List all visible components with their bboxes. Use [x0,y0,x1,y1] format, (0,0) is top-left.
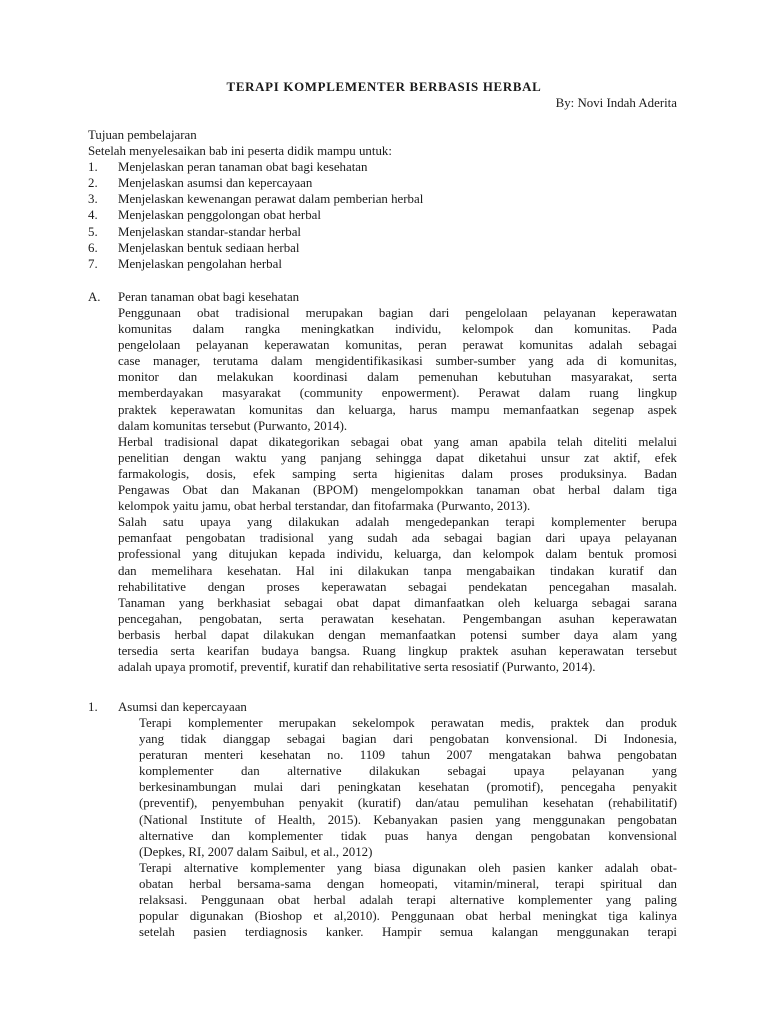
objective-item [88,207,677,223]
objective-number: 3. [88,192,98,207]
objectives-section [88,127,677,272]
text-line: Terapi alternative komplementer yang biasa digunakan oleh pasien kanker adalah obat- [139,860,677,875]
objective-text: Menjelaskan pengolahan herbal [118,256,282,271]
objective-item [88,240,677,256]
text-line: berkesinambungan mulai dari peningkatan kesehatan (promotif), pencegaha penyakit [139,780,677,795]
objective-item [88,191,677,207]
section-1-heading-row [88,699,677,715]
text-line: Tanaman yang berkhasiat sebagai obat dapat dimanfaatkan oleh keluarga sebagai sarana [118,595,677,610]
objective-number: 7. [88,256,98,271]
section-a-number: A. [88,290,101,304]
objectives-list [88,159,677,272]
objective-number: 4. [88,208,98,223]
text-line: Pengawas Obat dan Makanan (BPOM) mengelompokkan tanaman obat herbal dalam tiga [118,483,677,498]
text-line: komplementer dan alternative dilakukan sebagai upaya pelayanan yang [139,764,677,779]
text-line: dan memelihara kesehatan. Hal ini dilakukan tanpa mengabaikan tindakan kuratif dan [118,563,677,578]
objectives-heading: Tujuan pembelajaran [88,128,197,142]
text-line: setelah pasien terdiagnosis kanker. Hampir semua kalangan menggunakan terapi [139,925,677,940]
text-line: professional yang ditujukan kepada individu, keluarga, dan kelompok dalam bentuk promosi [118,547,677,562]
section-a-body [118,305,677,675]
section-1-heading: Asumsi dan kepercayaan [118,700,247,714]
objective-number: 6. [88,240,98,255]
objectives-intro: Setelah menyelesaikan bab ini peserta didik mampu untuk: [88,144,392,159]
text-line: case manager, terutama dalam mengidentifikasikasi sumber-sumber yang ada di komunitas, [118,354,677,369]
objective-number: 5. [88,224,98,239]
objective-item [88,159,677,175]
text-line: obatan herbal bersama-sama dengan homeopati, vitamin/mineral, terapi spiritual dan [139,876,677,891]
text-line: komunitas dalam rangka meningkatkan individu, kelompok dan komunitas. Pada [118,322,677,337]
text-line: pengelolaan pelayanan keperawatan komunitas, peran perawat komunitas adalah sebagai [118,338,677,353]
text-line: rehabilitative dengan proses keperawatan sebagai pendekatan pencegahan masalah. [118,579,677,594]
text-line: Salah satu upaya yang dilakukan adalah mengedepankan terapi komplementer berupa [118,515,677,530]
objective-text: Menjelaskan asumsi dan kepercayaan [118,176,313,191]
objective-text: Menjelaskan bentuk sediaan herbal [118,240,300,255]
text-line: farmakologis, dosis, efek samping serta higienitas dalam proses produksinya. Badan [118,466,677,481]
section-a-heading-row [88,289,677,305]
document-title: TERAPI KOMPLEMENTER BERBASIS HERBAL [226,80,542,94]
text-line: pencegahan, pengobatan, serta perawatan kesehatan. Pengembangan asuhan keperawatan [118,611,677,626]
text-line: penelitian dengan waktu yang panjang sehingga dapat diketahui unsur zat aktif, efek [118,450,677,465]
text-line: adalah upaya promotif, preventif, kuratif dan rehabilitative serta resosiatif (Purwanto, 2014). [118,660,596,675]
objective-number: 2. [88,176,98,191]
objective-text: Menjelaskan peran tanaman obat bagi kesehatan [118,160,368,175]
section-a-heading: Peran tanaman obat bagi kesehatan [118,290,300,304]
text-line: praktek keperawatan komunitas dan keluarga, harus mampu memanfaatkan segenap aspek [118,402,677,417]
text-line: relaksasi. Penggunaan obat herbal adalah terapi alternative komplementer yang paling [139,893,677,908]
objective-text: Menjelaskan standar-standar herbal [118,224,301,239]
text-line: berbasis herbal dapat dilakukan dengan memanfaatkan potensi sumber daya alam yang [118,627,677,642]
text-line: alternative dan komplementer tidak puas hanya dengan pengobatan konvensional [139,828,677,843]
text-line: (National Institute of Health, 2015). Kebanyakan pasien yang menggunakan pengobatan [139,812,677,827]
objective-number: 1. [88,160,98,175]
text-line: Herbal tradisional dapat dikategorikan sebagai obat yang aman apabila telah diteliti melalui [118,434,677,449]
text-line: Terapi komplementer merupakan sekelompok perawatan medis, praktek dan produk [139,716,677,730]
text-line: tersedia serta kearifan budaya bangsa. Ruang lingkup praktek asuhan keperawatan tersebut [118,643,677,658]
text-line: (preventif), penyembuhan penyakit (kuratif) dan/atau pemulihan kesehatan (rehabilitatif) [139,796,677,811]
text-line: yang tidak dianggap sebagai bagian dari pengobatan konvensional. Di Indonesia, [139,732,677,747]
text-line: kelompok yaitu jamu, obat herbal terstandar, dan fitofarmaka (Purwanto, 2013). [118,499,531,514]
objective-text: Menjelaskan kewenangan perawat dalam pemberian herbal [118,192,424,207]
text-line: pemanfaat pengobatan tradisional yang sudah ada sebagai bagian dari upaya pelayanan [118,531,677,546]
text-line: memberdayakan masyarakat (community enpowerment). Perawat dalam ruang lingkup [118,386,677,401]
objective-item [88,224,677,240]
text-line: peraturan menteri kesehatan no. 1109 tahun 2007 mengatakan bahwa pengobatan [139,748,677,763]
text-line: dalam komunitas tersebut (Purwanto, 2014). [118,418,348,433]
section-1-number: 1. [88,700,98,714]
objective-text: Menjelaskan penggolongan obat herbal [118,208,321,223]
text-line: Penggunaan obat tradisional merupakan bagian dari pengelolaan pelayanan keperawatan [118,306,677,320]
text-line: popular digunakan (Bioshop et al,2010). Penggunaan obat herbal meningkat tiga kalinya [139,909,677,924]
objective-item [88,175,677,191]
section-1-body [139,715,677,940]
text-line: (Depkes, RI, 2007 dalam Saibul, et al., 2012) [139,844,373,859]
text-line: monitor dan melakukan koordinasi dalam pemenuhan kebutuhan masyarakat, serta [118,370,677,385]
document-author: By: Novi Indah Aderita [555,96,677,110]
objective-item [88,256,677,272]
